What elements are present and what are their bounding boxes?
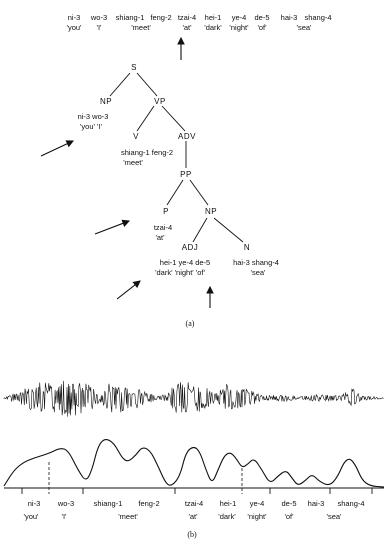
node-vp: VP (154, 97, 166, 106)
segment-gloss: 'I' (61, 512, 67, 521)
sentence-gloss: 'of' (257, 23, 267, 32)
sentence-gloss: 'dark' (204, 23, 222, 32)
sentence-gloss: 'meet' (131, 23, 151, 32)
segment-syllable: shang-4 (337, 499, 365, 508)
node-np: NP (204, 207, 218, 216)
node-n: N (243, 243, 251, 252)
segment-syllable: feng-2 (138, 499, 160, 508)
leaf-n-words: hai-3 shang-4 (233, 258, 279, 267)
sentence-syllable: ni-3 (67, 13, 81, 22)
sentence-gloss: 'you' (66, 23, 82, 32)
segment-gloss: 'night' (247, 512, 267, 521)
leaf-adj-gloss: 'dark' 'night' 'of' (155, 268, 205, 277)
segment-syllable: tzai-4 (184, 499, 204, 508)
segment-syllable: de-5 (281, 499, 297, 508)
dashed-boundaries (49, 462, 242, 494)
sentence-syllable: hei-1 (204, 13, 222, 22)
caption-b: (b) (187, 530, 197, 539)
segment-syllable: hei-1 (219, 499, 237, 508)
segment-gloss: 'meet' (118, 512, 138, 521)
sentence-syllable: hai-3 (280, 13, 298, 22)
leaf-np-gloss: 'you' 'I' (80, 122, 102, 131)
sentence-gloss: 'I' (96, 23, 102, 32)
node-np: NP (99, 97, 113, 106)
segment-syllable: hai-3 (307, 499, 325, 508)
node-v: V (133, 132, 139, 141)
segment-gloss: 'sea' (326, 512, 342, 521)
caption-a: (a) (185, 319, 195, 328)
segment-syllable: ni-3 (27, 499, 41, 508)
sentence-syllable: ye-4 (231, 13, 247, 22)
leaf-np-words: ni-3 wo-3 (77, 112, 109, 121)
leaf-p-words: tzai-4 (153, 223, 173, 232)
segment-gloss: 'at' (188, 512, 198, 521)
segment-syllable: shiang-1 (93, 499, 123, 508)
segment-syllable: ye-4 (249, 499, 265, 508)
leaf-v-words: shiang-1 feng-2 (120, 148, 174, 157)
sentence-gloss: 'at' (182, 23, 192, 32)
node-adj: ADJ (181, 243, 199, 252)
segment-gloss: 'of' (284, 512, 294, 521)
segment-gloss: 'dark' (218, 512, 236, 521)
sentence-gloss: 'night' (229, 23, 249, 32)
segment-boundaries (22, 488, 372, 494)
node-adv: ADV (178, 132, 196, 141)
sentence-syllable: wo-3 (90, 13, 108, 22)
sentence-syllable: shang-4 (304, 13, 332, 22)
leaf-adj-words: hei-1 ye-4 de-5 (159, 258, 211, 267)
sentence-syllable: shiang-1 (115, 13, 145, 22)
node-p: P (163, 207, 169, 216)
sentence-syllable: tzai-4 (177, 13, 197, 22)
sentence-syllable: feng-2 (150, 13, 172, 22)
energy-contour (4, 440, 384, 487)
segment-gloss: 'you' (23, 512, 39, 521)
node-s: S (131, 63, 137, 72)
node-pp: PP (180, 170, 192, 179)
leaf-n-gloss: 'sea' (250, 268, 266, 277)
sentence-syllable: de-5 (254, 13, 270, 22)
segment-syllable: wo-3 (57, 499, 75, 508)
waveform-trace (4, 381, 383, 417)
sentence-gloss: 'sea' (296, 23, 312, 32)
leaf-p-gloss: 'at' (155, 233, 165, 242)
leaf-v-gloss: 'meet' (123, 158, 143, 167)
